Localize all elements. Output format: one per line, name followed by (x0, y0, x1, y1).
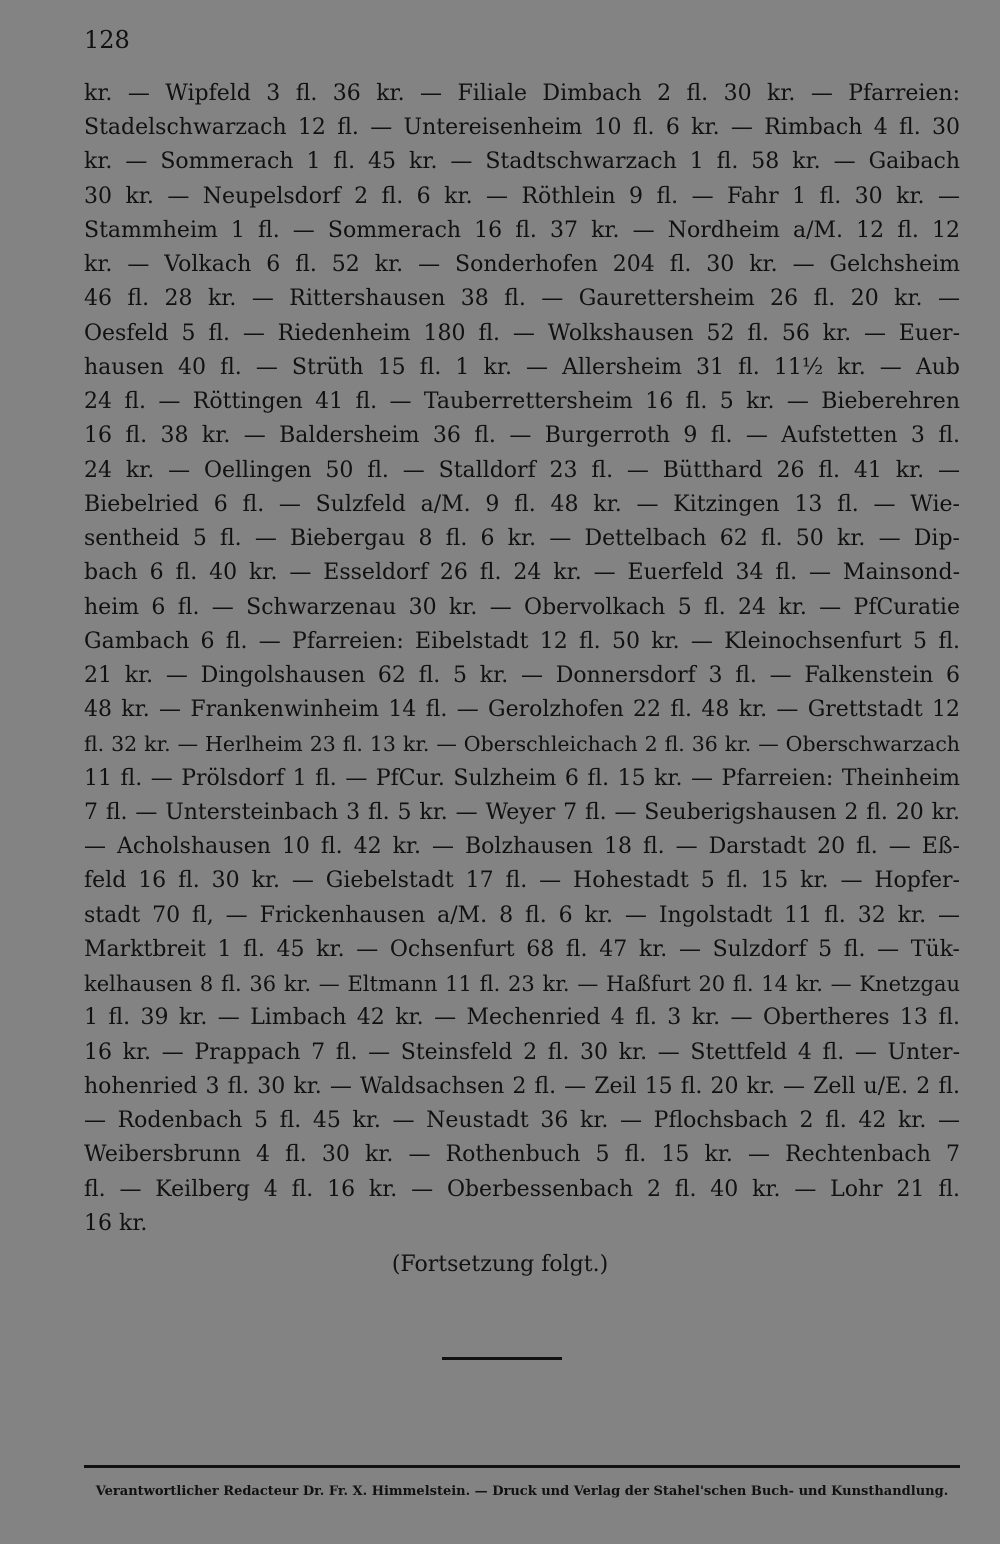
text-line: kelhausen 8 fl. 36 kr. — Eltmann 11 fl. 23 kr. — Haßfurt 20 fl. 14 kr. — Knetzgau (84, 972, 960, 997)
text-line: — Rodenbach 5 fl. 45 kr. — Neustadt 36 kr. — Pflochsbach 2 fl. 42 kr. — (84, 1108, 960, 1134)
body-text (84, 77, 960, 1241)
text-line: fl. — Keilberg 4 fl. 16 kr. — Oberbessenbach 2 fl. 40 kr. — Lohr 21 fl. (84, 1176, 960, 1202)
text-line: sentheid 5 fl. — Biebergau 8 fl. 6 kr. — Dettelbach 62 fl. 50 kr. — Dip- (84, 526, 960, 552)
text-line: heim 6 fl. — Schwarzenau 30 kr. — Obervolkach 5 fl. 24 kr. — PfCuratie (84, 594, 960, 620)
text-line: Weibersbrunn 4 fl. 30 kr. — Rothenbuch 5 fl. 15 kr. — Rechtenbach 7 (84, 1142, 960, 1168)
text-line: 7 fl. — Untersteinbach 3 fl. 5 kr. — Weyer 7 fl. — Seuberigshausen 2 fl. 20 kr. (84, 799, 960, 825)
text-line: kr. — Wipfeld 3 fl. 36 kr. — Filiale Dimbach 2 fl. 30 kr. — Pfarreien: (84, 81, 960, 106)
text-line: 48 kr. — Frankenwinheim 14 fl. — Gerolzhofen 22 fl. 48 kr. — Grettstadt 12 (84, 697, 960, 723)
continued-note: (Fortsetzung folgt.) (391, 1252, 609, 1277)
text-line: Gambach 6 fl. — Pfarreien: Eibelstadt 12 fl. 50 kr. — Kleinochsenfurt 5 fl. (84, 628, 960, 654)
footer-rule (84, 1465, 960, 1468)
text-line: 30 kr. — Neupelsdorf 2 fl. 6 kr. — Röthlein 9 fl. — Fahr 1 fl. 30 kr. — (84, 183, 960, 209)
text-line: 24 kr. — Oellingen 50 fl. — Stalldorf 23 fl. — Bütthard 26 fl. 41 kr. — (84, 457, 960, 483)
text-line: 16 kr. (84, 1210, 148, 1236)
text-line: Stammheim 1 fl. — Sommerach 16 fl. 37 kr. — Nordheim a/M. 12 fl. 12 (84, 217, 960, 243)
text-line: kr. — Sommerach 1 fl. 45 kr. — Stadtschwarzach 1 fl. 58 kr. — Gaibach (84, 149, 960, 175)
text-line: 16 fl. 38 kr. — Baldersheim 36 fl. — Burgerroth 9 fl. — Aufstetten 3 fl. (84, 423, 960, 449)
text-line: Biebelried 6 fl. — Sulzfeld a/M. 9 fl. 48 kr. — Kitzingen 13 fl. — Wie- (84, 491, 960, 517)
text-line: Oesfeld 5 fl. — Riedenheim 180 fl. — Wolkshausen 52 fl. 56 kr. — Euer- (84, 320, 960, 346)
text-line: 24 fl. — Röttingen 41 fl. — Tauberrettersheim 16 fl. 5 kr. — Bieberehren (84, 389, 960, 415)
text-line: Marktbreit 1 fl. 45 kr. — Ochsenfurt 68 fl. 47 kr. — Sulzdorf 5 fl. — Tük- (84, 936, 960, 962)
text-line: hohenried 3 fl. 30 kr. — Waldsachsen 2 fl. — Zeil 15 fl. 20 kr. — Zell u/E. 2 fl. (84, 1073, 960, 1099)
imprint-footer: Verantwortlicher Redacteur Dr. Fr. X. Himmelstein. — Druck und Verlag der Stahel'schen Buch- und Kunsthandlung. (95, 1484, 949, 1499)
text-line: 21 kr. — Dingolshausen 62 fl. 5 kr. — Donnersdorf 3 fl. — Falkenstein 6 (84, 662, 960, 688)
text-line: 1 fl. 39 kr. — Limbach 42 kr. — Mechenried 4 fl. 3 kr. — Obertheres 13 fl. (84, 1005, 960, 1031)
text-line: stadt 70 fl, — Frickenhausen a/M. 8 fl. 6 kr. — Ingolstadt 11 fl. 32 kr. — (84, 902, 960, 928)
text-line: feld 16 fl. 30 kr. — Giebelstadt 17 fl. — Hohestadt 5 fl. 15 kr. — Hopfer- (84, 868, 960, 894)
text-line: 16 kr. — Prappach 7 fl. — Steinsfeld 2 fl. 30 kr. — Stettfeld 4 fl. — Unter- (84, 1039, 960, 1065)
text-line: hausen 40 fl. — Strüth 15 fl. 1 kr. — Allersheim 31 fl. 11½ kr. — Aub (84, 354, 960, 380)
text-line: kr. — Volkach 6 fl. 52 kr. — Sonderhofen 204 fl. 30 kr. — Gelchsheim (84, 252, 960, 278)
text-line: 46 fl. 28 kr. — Rittershausen 38 fl. — Gaurettersheim 26 fl. 20 kr. — (84, 286, 960, 312)
text-line: 11 fl. — Prölsdorf 1 fl. — PfCur. Sulzheim 6 fl. 15 kr. — Pfarreien: Theinheim (84, 765, 960, 791)
text-line: bach 6 fl. 40 kr. — Esseldorf 26 fl. 24 kr. — Euerfeld 34 fl. — Mainsond- (84, 560, 960, 586)
text-line: fl. 32 kr. — Herlheim 23 fl. 13 kr. — Oberschleichach 2 fl. 36 kr. — Oberschwarzach (84, 732, 960, 757)
page-number: 128 (84, 26, 130, 54)
text-line: Stadelschwarzach 12 fl. — Untereisenheim 10 fl. 6 kr. — Rimbach 4 fl. 30 (84, 115, 960, 141)
short-rule (442, 1357, 562, 1360)
text-line: — Acholshausen 10 fl. 42 kr. — Bolzhausen 18 fl. — Darstadt 20 fl. — Eß- (84, 834, 960, 860)
